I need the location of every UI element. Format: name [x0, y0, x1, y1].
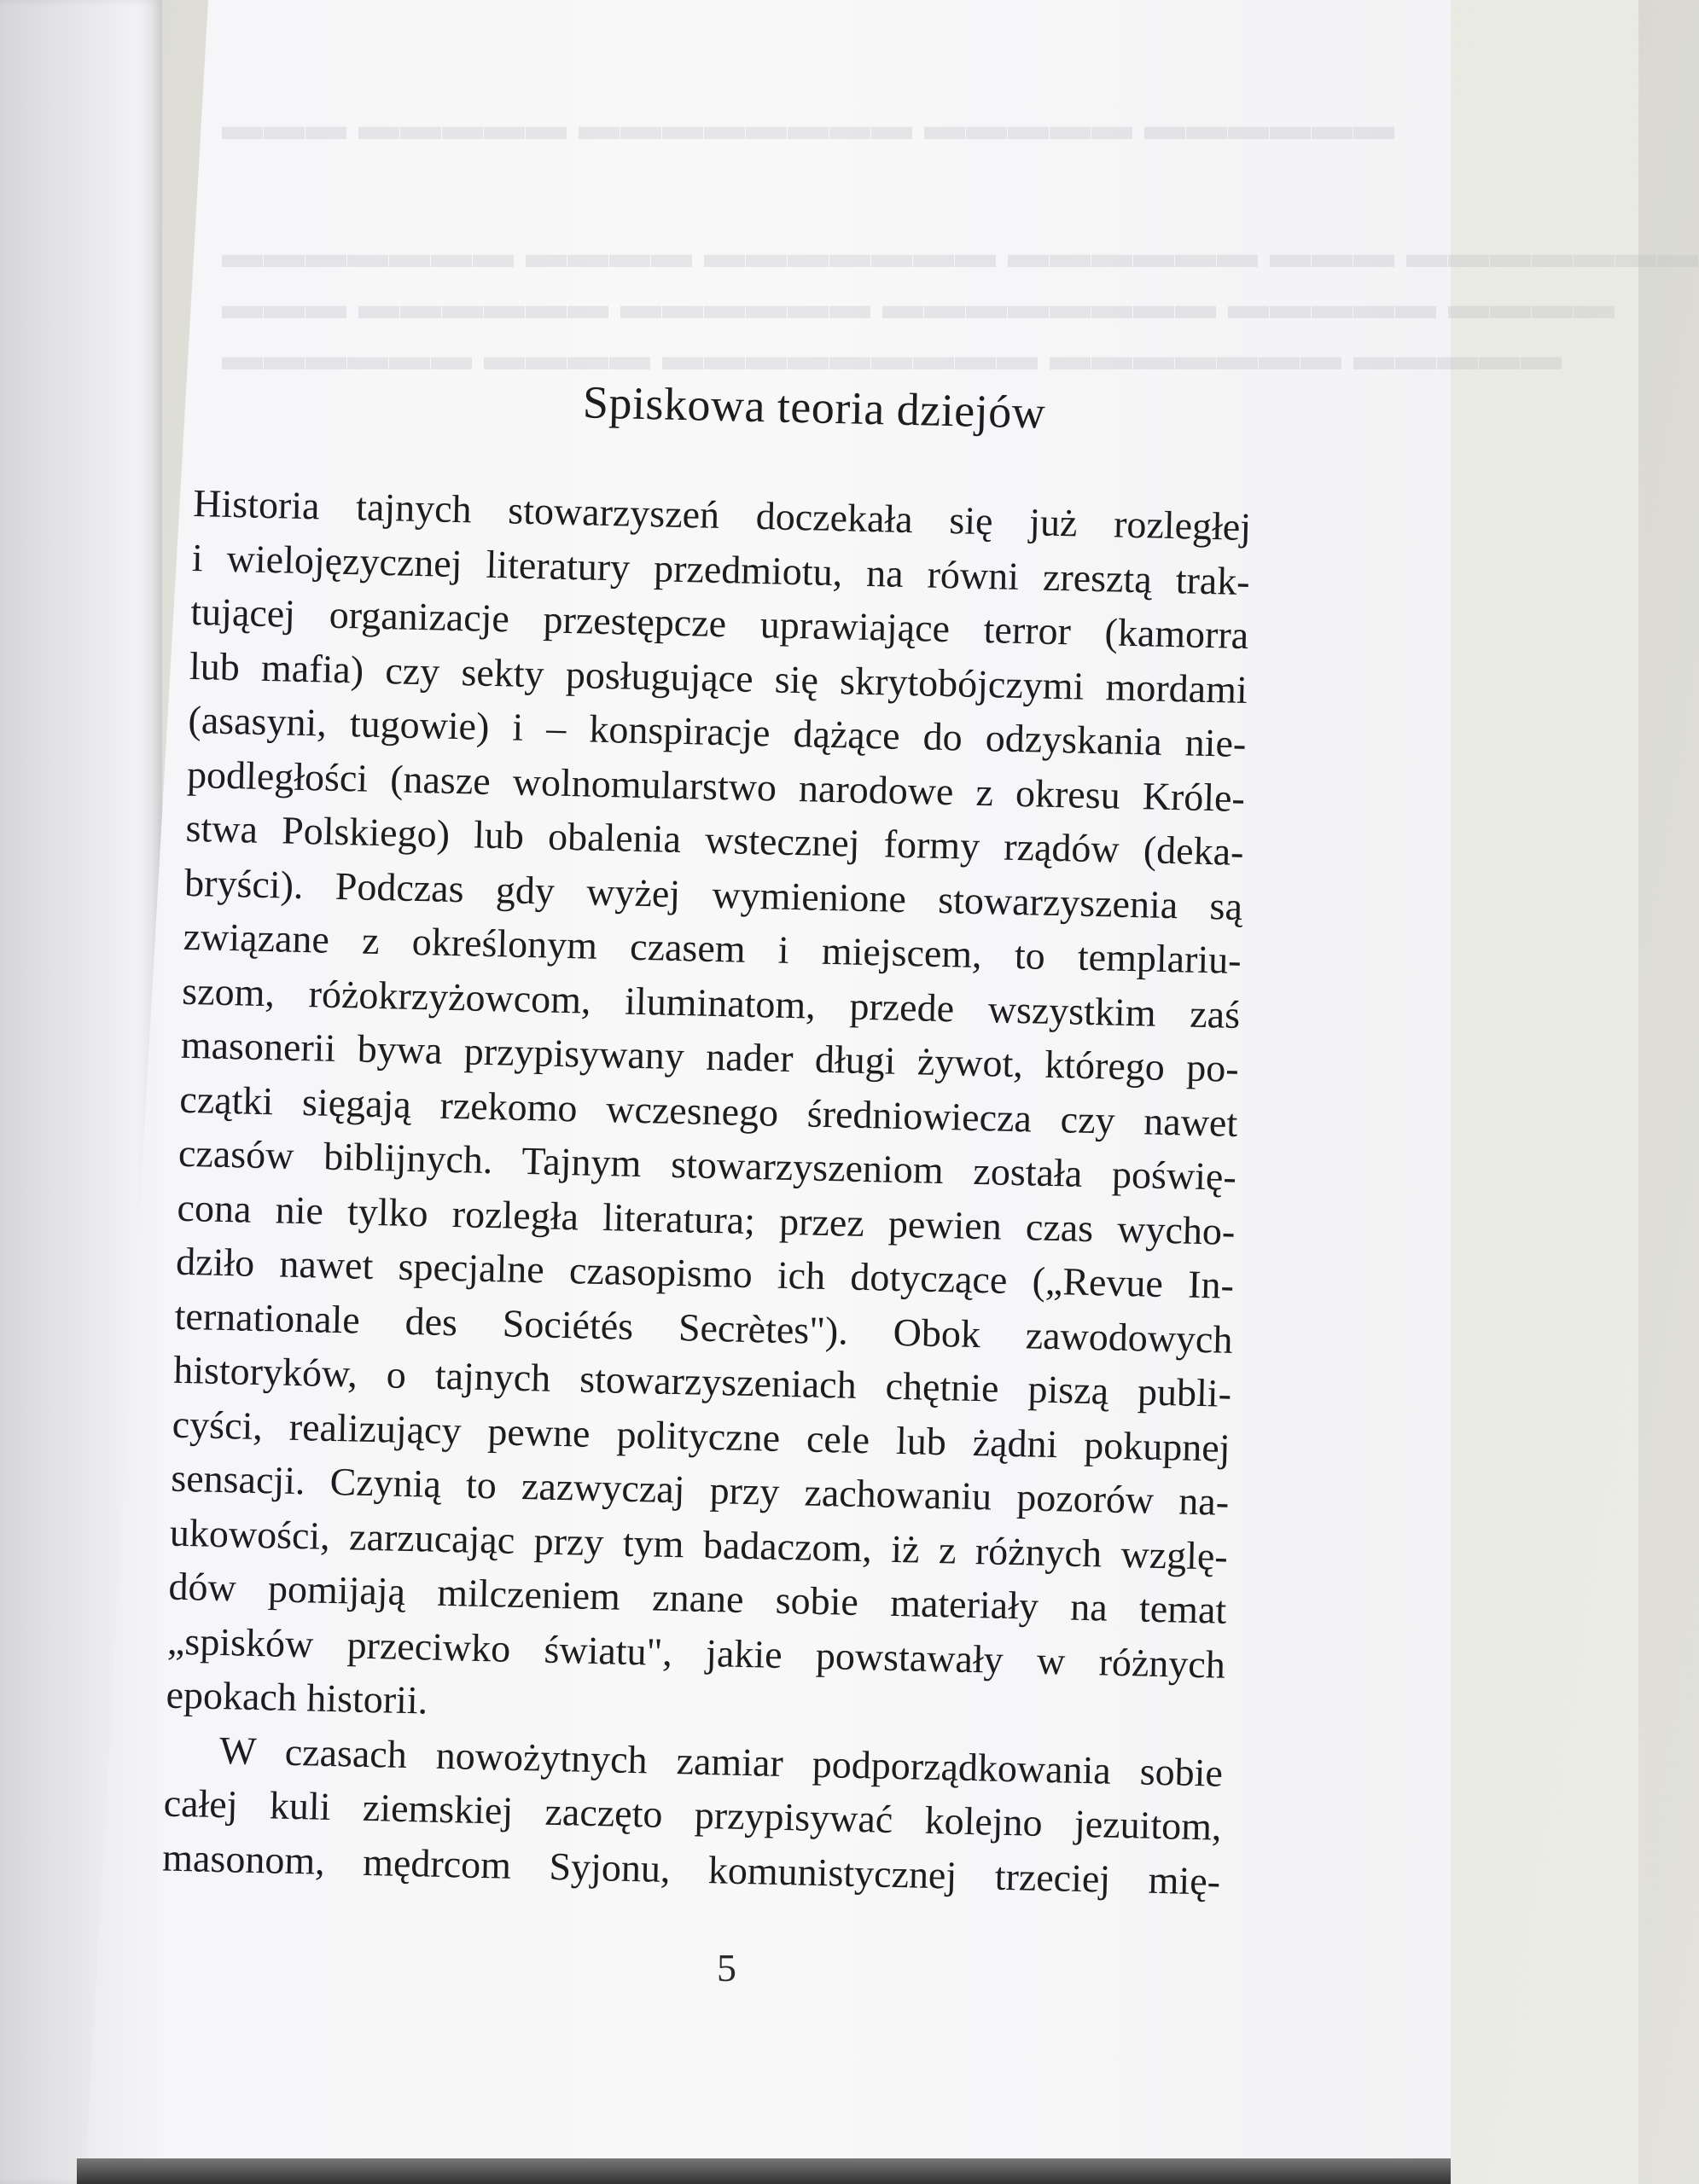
text-line: dów pomijają milczeniem znane sobie materiały na temat [167, 1564, 1227, 1632]
text-line: czątki sięgają rzekomo wczesnego średniowiecza czy nawet [178, 1077, 1238, 1145]
text-line: stwa Polskiego) lub obalenia wstecznej formy rządów (deka- [185, 805, 1244, 874]
text-line: bryści). Podczas gdy wyżej wymienione stowarzyszenia są [183, 860, 1243, 928]
text-line: lub mafia) czy sekty posługujące się skrytobójczymi mordami [189, 643, 1248, 712]
show-through-text: ▬▬▬▬▬▬▬ ▬▬▬▬ ▬▬▬▬▬▬▬ ▬▬▬▬▬▬ ▬▬▬ ▬▬▬▬▬▬▬ [222, 231, 1699, 276]
text-line: szom, różokrzyżowcom, iluminatom, przede wszystkim zaś [181, 968, 1241, 1037]
text-line: historyków, o tajnych stowarzyszeniach chętnie piszą publi- [172, 1347, 1232, 1415]
text-line: Historia tajnych stowarzyszeń doczekała się już rozległej [192, 480, 1252, 549]
page-number: 5 [717, 1946, 736, 1989]
page-bottom-edge [77, 2158, 1451, 2184]
text-line: sensacji. Czynią to zazwyczaj przy zachowaniu pozorów na- [170, 1455, 1230, 1524]
text-line: czasów biblijnych. Tajnym stowarzyszeniom została poświę- [177, 1130, 1237, 1199]
text-line: ukowości, zarzucając przy tym badaczom, iż z różnych wzglę- [169, 1510, 1229, 1578]
show-through-text: ▬▬▬ ▬▬▬▬▬▬ ▬▬▬▬▬▬ ▬▬▬▬▬▬▬▬ ▬▬▬▬▬ ▬▬▬▬ [222, 282, 1615, 328]
text-line: podległości (nasze wolnomularstwo narodowe z okresu Króle- [186, 752, 1246, 820]
text-line: W czasach nowożytnych zamiar podporządkowania sobie [218, 1728, 1224, 1795]
text-line: cona nie tylko rozległa literatura; przez pewien czas wycho- [177, 1185, 1236, 1253]
text-line: masonerii bywa przypisywany nader długi żywot, którego po- [180, 1022, 1240, 1090]
paragraph-2 [162, 1722, 1249, 1908]
chapter-title: Spiskowa teoria dziejów [582, 376, 1046, 439]
text-line: dziło nawet specjalne czasopismo ich dotyczące („Revue In- [175, 1239, 1235, 1307]
text-line: cyści, realizujący pewne polityczne cele lub żądni pokupnej [172, 1402, 1231, 1470]
paragraph-1 [166, 476, 1277, 1746]
text-line: tującej organizacje przestępcze uprawiające terror (kamorra [189, 589, 1249, 658]
text-line: całej kuli ziemskiej zaczęto przypisywać kolejno jezuitom, [163, 1780, 1223, 1849]
show-through-text: ▬▬▬ ▬▬▬▬▬ ▬▬▬▬▬▬▬▬ ▬▬▬▬▬ ▬▬▬▬▬▬ [222, 103, 1395, 148]
text-line: i wielojęzycznej literatury przedmiotu, na równi zresztą trak- [191, 535, 1251, 603]
text-line: ternationale des Sociétés Secrètes"). Obok zawodowych [174, 1293, 1234, 1362]
text-line: (asasyni, tugowie) i – konspiracje dążące do odzyskania nie- [188, 697, 1247, 766]
text-line: związane z określonym czasem i miejscem, to templariu- [183, 914, 1242, 982]
text-line: „spisków przeciwko światu", jakie powstawały w różnych [166, 1618, 1226, 1687]
show-through-text: ▬▬▬▬▬▬ ▬▬▬▬ ▬▬▬▬▬▬▬▬▬ ▬▬▬▬▬▬▬ ▬▬▬▬▬ [222, 334, 1562, 379]
text-block [162, 367, 1280, 1908]
text-line: masonom, mędrcom Syjonu, komunistycznej trzeciej mię- [161, 1835, 1221, 1903]
text-line: epokach historii. [166, 1672, 428, 1722]
